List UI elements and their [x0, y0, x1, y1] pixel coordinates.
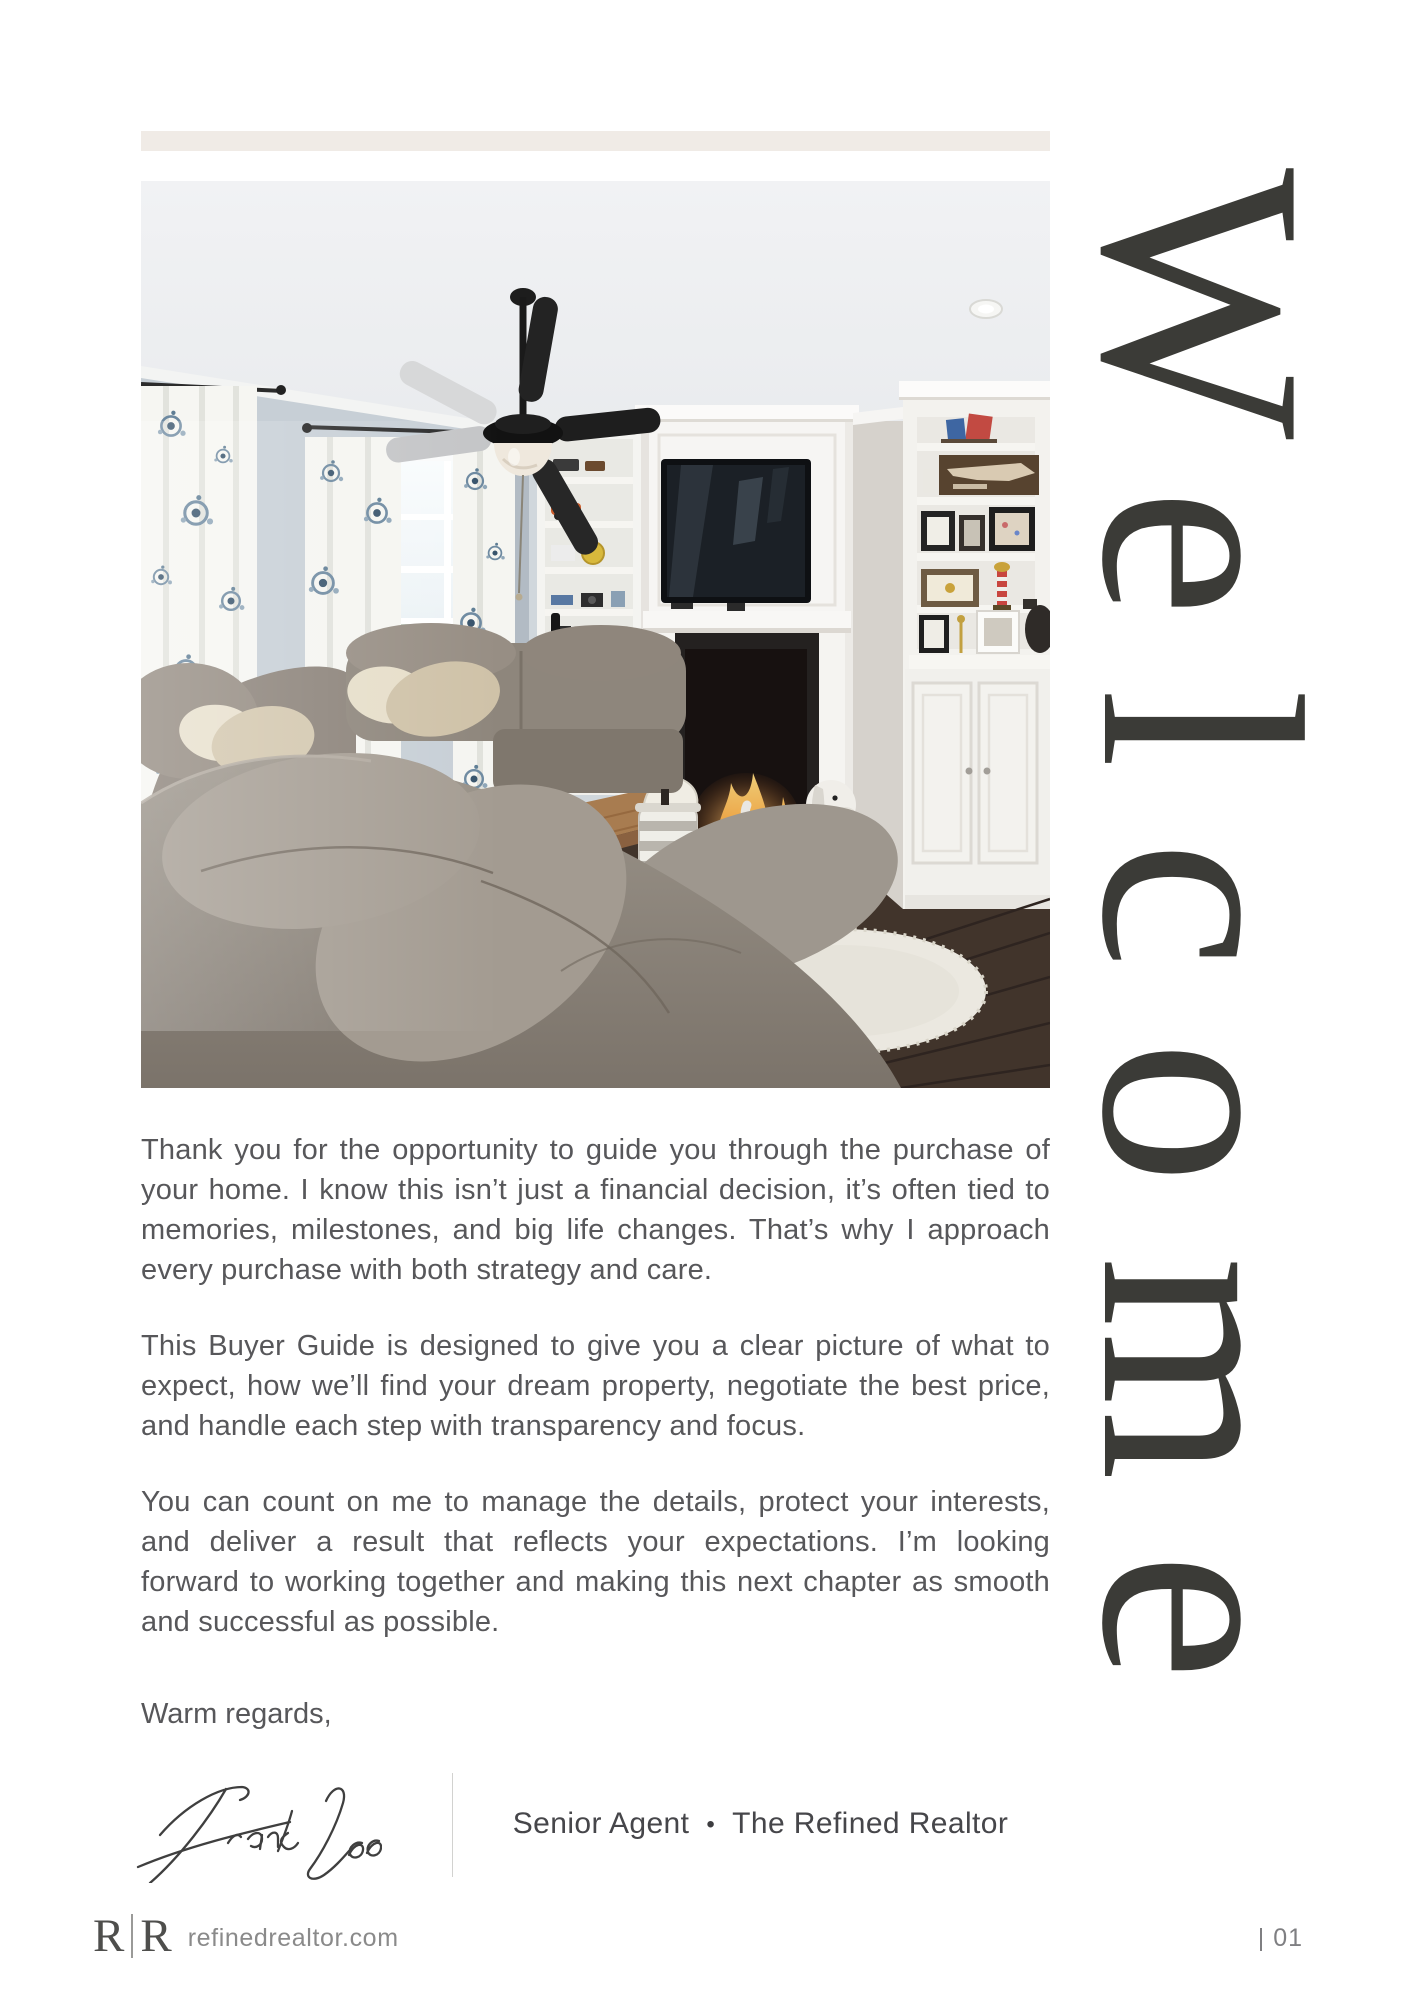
letter-paragraph: Thank you for the opportunity to guide you through the purchase of your home. I know this isn’t just a financial decision, it’s often tied to memories, milestones, and big life changes. That’s why I approach every purchase with both strategy and care. [141, 1134, 1050, 1286]
living-room-photo [141, 181, 1050, 1088]
logo-letter-r2: R [140, 1910, 172, 1962]
footer-brand [93, 1910, 399, 1962]
agent-company: The Refined Realtor [732, 1807, 1009, 1840]
signature-block [130, 1765, 1050, 1895]
letter-body [141, 1130, 1050, 1678]
letter-paragraph: You can count on me to manage the details, protect your interests, and deliver a result that reflects your expectations. I’m looking forward to working together and making this next chapter as smooth and successful as possible. [141, 1486, 1050, 1638]
logo-divider [131, 1914, 133, 1958]
built-in-shelves-right [899, 381, 1050, 915]
hero-photo [141, 181, 1050, 1088]
bullet-separator: • [706, 1811, 716, 1838]
logo-letter-r1: R [93, 1910, 125, 1962]
letter-paragraph: This Buyer Guide is designed to give you a clear picture of what to expect, how we’ll find your dream property, negotiate the best price, and handle each step with transparency and focus. [141, 1330, 1050, 1442]
page-title-vertical: Welcome [1042, 168, 1361, 1753]
light-overlay [141, 421, 501, 1031]
letter-closing: Warm regards, [141, 1698, 332, 1730]
tv [661, 459, 811, 611]
signature-script [130, 1771, 382, 1883]
agent-role: Senior Agent [512, 1807, 690, 1840]
divider [452, 1773, 453, 1877]
recessed-light-icon [970, 300, 1002, 318]
page-number: | 01 [1257, 1924, 1303, 1952]
footer-website: refinedrealtor.com [187, 1923, 399, 1952]
accent-bar [141, 131, 1050, 151]
agent-title-line [471, 1765, 1050, 1883]
